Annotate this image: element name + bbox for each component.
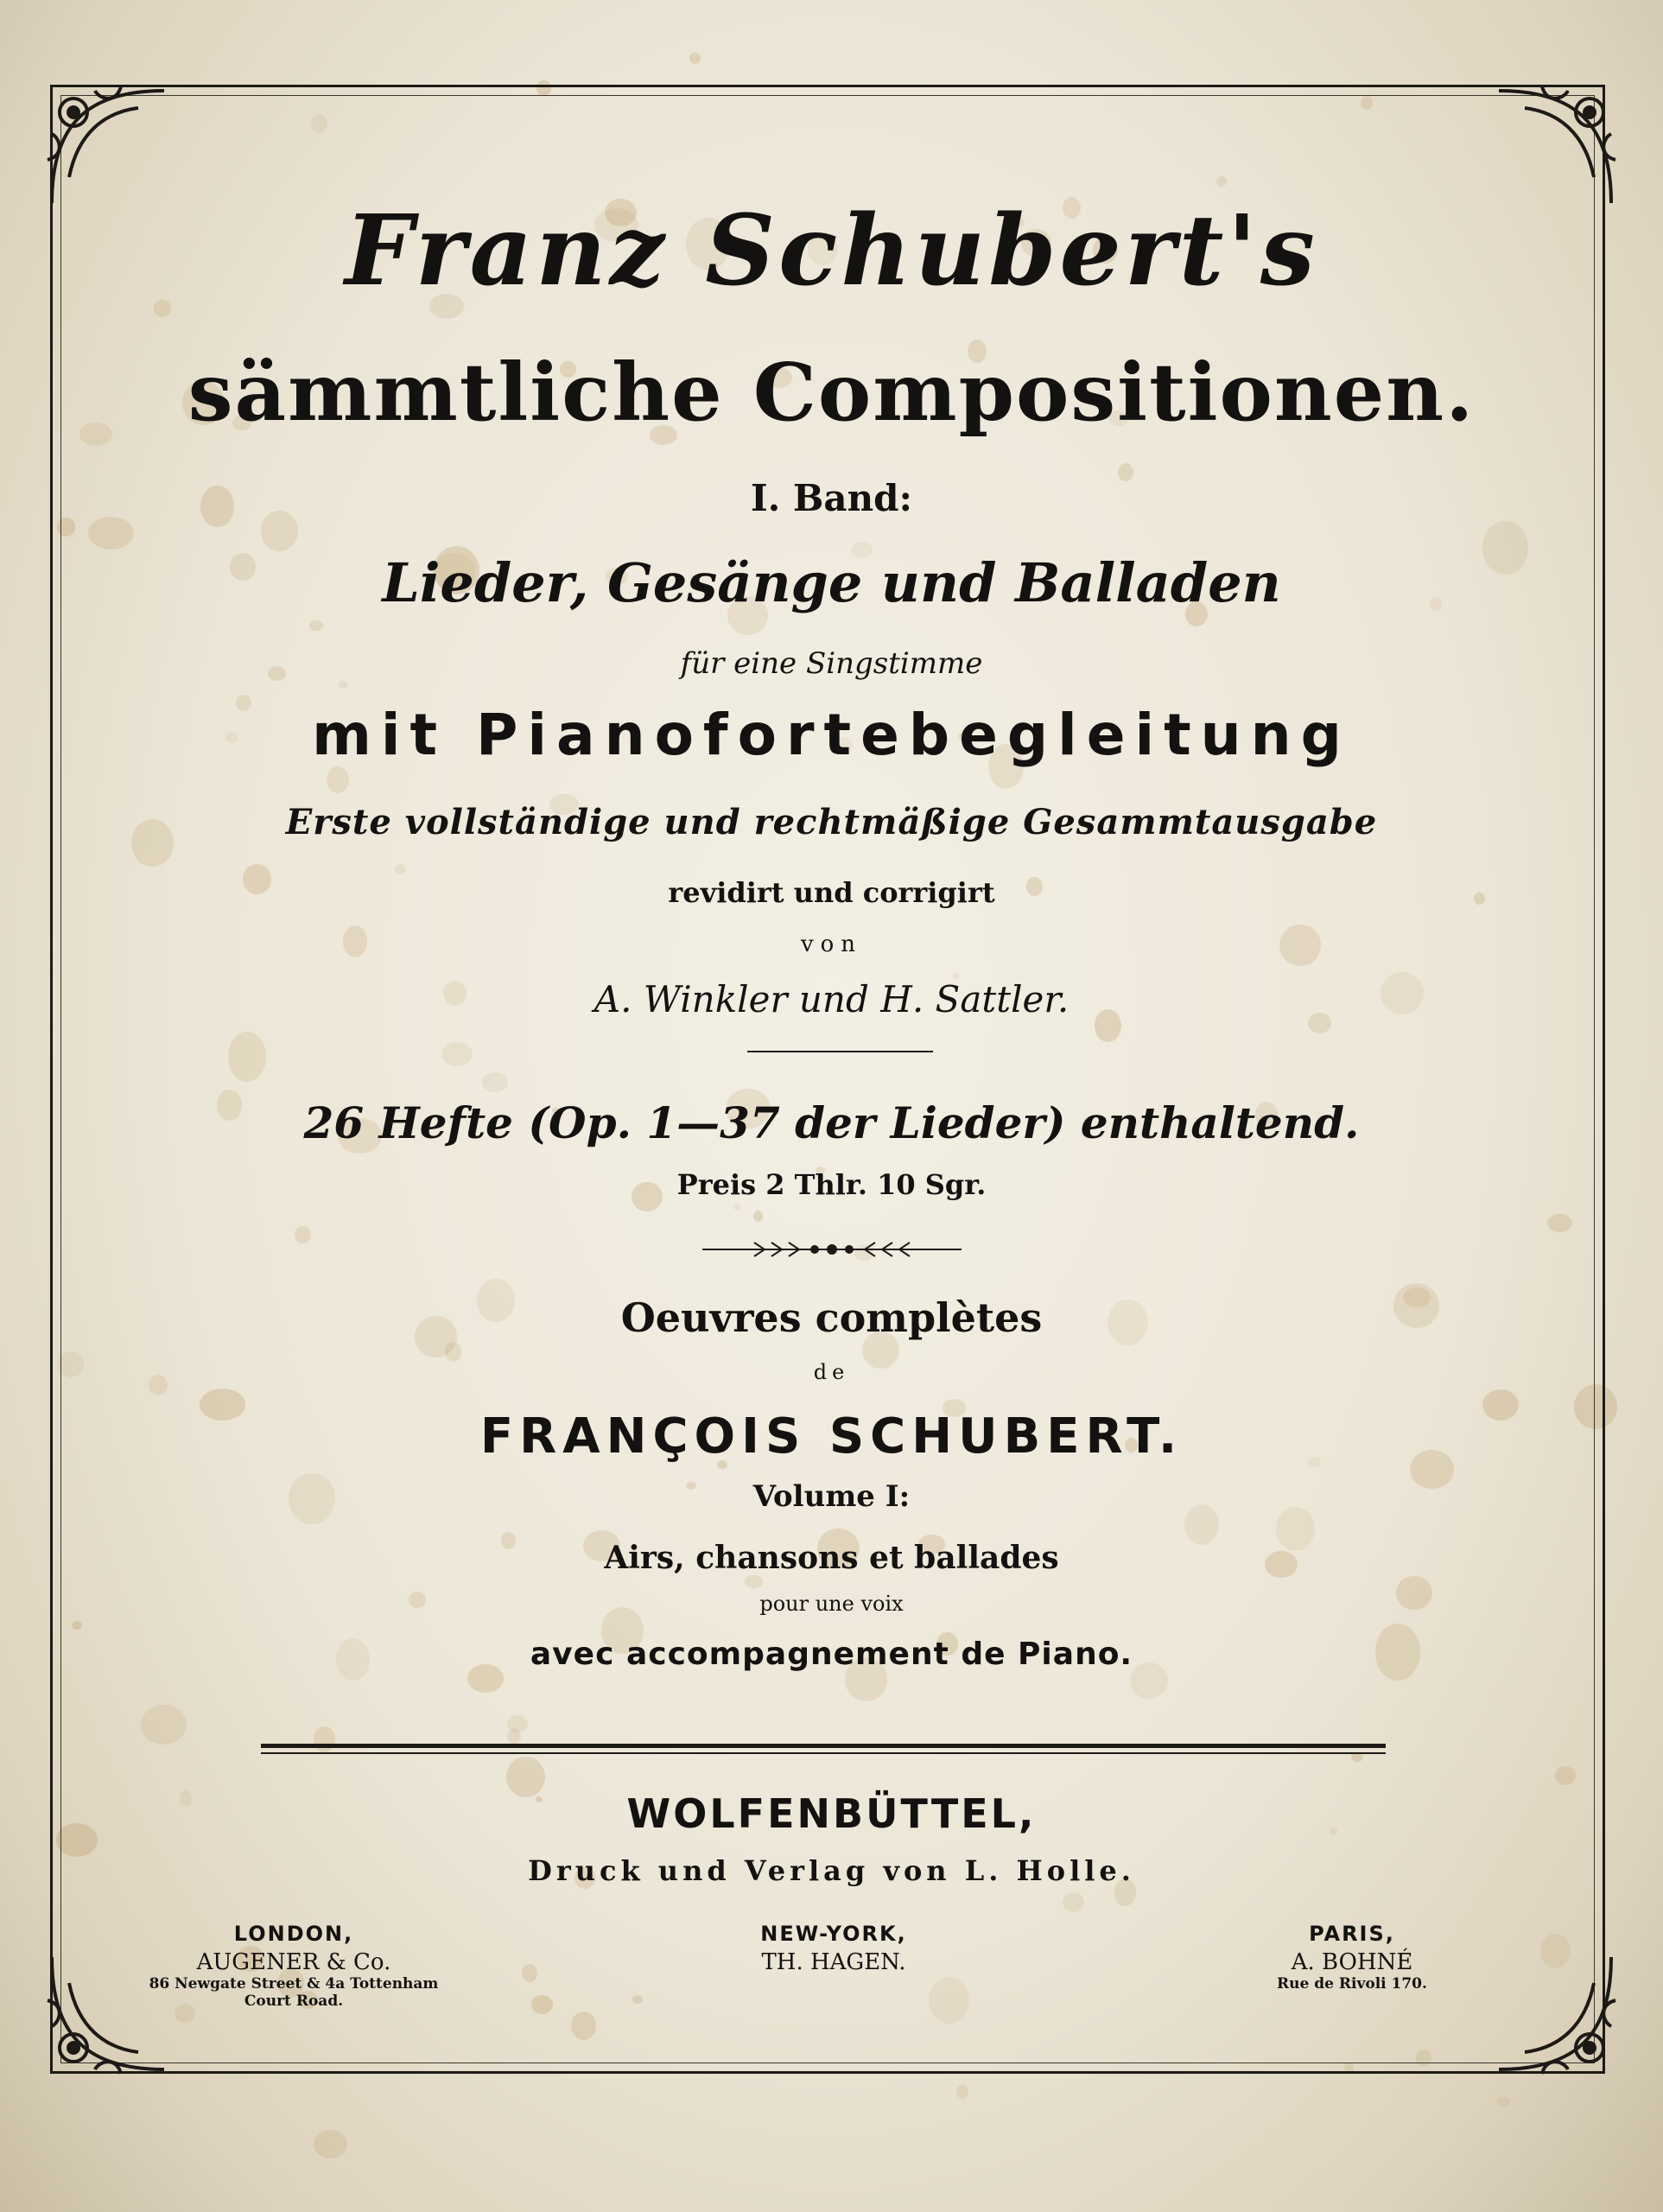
foxing-spot bbox=[689, 53, 701, 64]
agent-city: NEW-YORK, bbox=[760, 1922, 907, 1946]
agent-paris bbox=[1244, 1922, 1460, 1993]
agent-address: Court Road. bbox=[244, 1993, 344, 2010]
content-heading-fr: Airs, chansons et ballades bbox=[604, 1540, 1059, 1576]
edition-line: Erste vollständige und rechtmäßige Gesammtausgabe bbox=[285, 802, 1378, 842]
corner-ornament-bottom-right bbox=[1482, 1940, 1628, 2087]
foxing-spot bbox=[314, 2130, 347, 2159]
voice-line-de: für eine Singstimme bbox=[680, 646, 983, 681]
agent-address: Rue de Rivoli 170. bbox=[1277, 1975, 1427, 1993]
publisher-city: WOLFENBÜTTEL, bbox=[626, 1790, 1037, 1837]
revised-line: revidirt und corrigirt bbox=[668, 876, 995, 909]
foxing-spot bbox=[1496, 2096, 1510, 2107]
accompaniment-line-de: mit Pianofortebegleitung bbox=[312, 702, 1351, 768]
by-line: von bbox=[800, 931, 863, 957]
publisher-line: Druck und Verlag von L. Holle. bbox=[528, 1854, 1135, 1887]
volume-label-de: I. Band: bbox=[750, 477, 912, 519]
contents-line: 26 Hefte (Op. 1—37 der Lieder) enthaltend. bbox=[303, 1097, 1360, 1148]
flourish-divider bbox=[702, 1239, 962, 1260]
content-heading-de: Lieder, Gesänge und Balladen bbox=[382, 551, 1281, 614]
title-subtitle: sämmtliche Compositionen. bbox=[187, 346, 1476, 439]
price-line: Preis 2 Thlr. 10 Sgr. bbox=[676, 1168, 987, 1201]
agent-address: 86 Newgate Street & 4a Tottenham bbox=[149, 1975, 439, 1993]
agent-new-york bbox=[700, 1922, 968, 1975]
agent-publisher: TH. HAGEN. bbox=[761, 1949, 906, 1975]
divider-thin bbox=[261, 1752, 1386, 1754]
title-main: Franz Schubert's bbox=[345, 194, 1318, 308]
divider-short bbox=[747, 1051, 933, 1052]
of-line-fr: de bbox=[813, 1360, 850, 1384]
agent-city: LONDON, bbox=[233, 1922, 354, 1946]
editors-line: A. Winkler und H. Sattler. bbox=[593, 978, 1070, 1020]
volume-label-fr: Volume I: bbox=[752, 1479, 911, 1514]
agent-city: PARIS, bbox=[1309, 1922, 1395, 1946]
agent-publisher: A. BOHNÉ bbox=[1291, 1949, 1413, 1975]
accompaniment-line-fr: avec accompagnement de Piano. bbox=[530, 1637, 1133, 1672]
voice-line-fr: pour une voix bbox=[759, 1592, 904, 1616]
agent-london bbox=[147, 1922, 441, 2010]
divider-thick bbox=[261, 1744, 1386, 1748]
title-fr: Oeuvres complètes bbox=[620, 1294, 1043, 1341]
agent-publisher: AUGENER & Co. bbox=[196, 1949, 391, 1975]
foxing-spot bbox=[956, 2085, 968, 2099]
composer-name-fr: FRANÇOIS SCHUBERT. bbox=[479, 1408, 1184, 1465]
